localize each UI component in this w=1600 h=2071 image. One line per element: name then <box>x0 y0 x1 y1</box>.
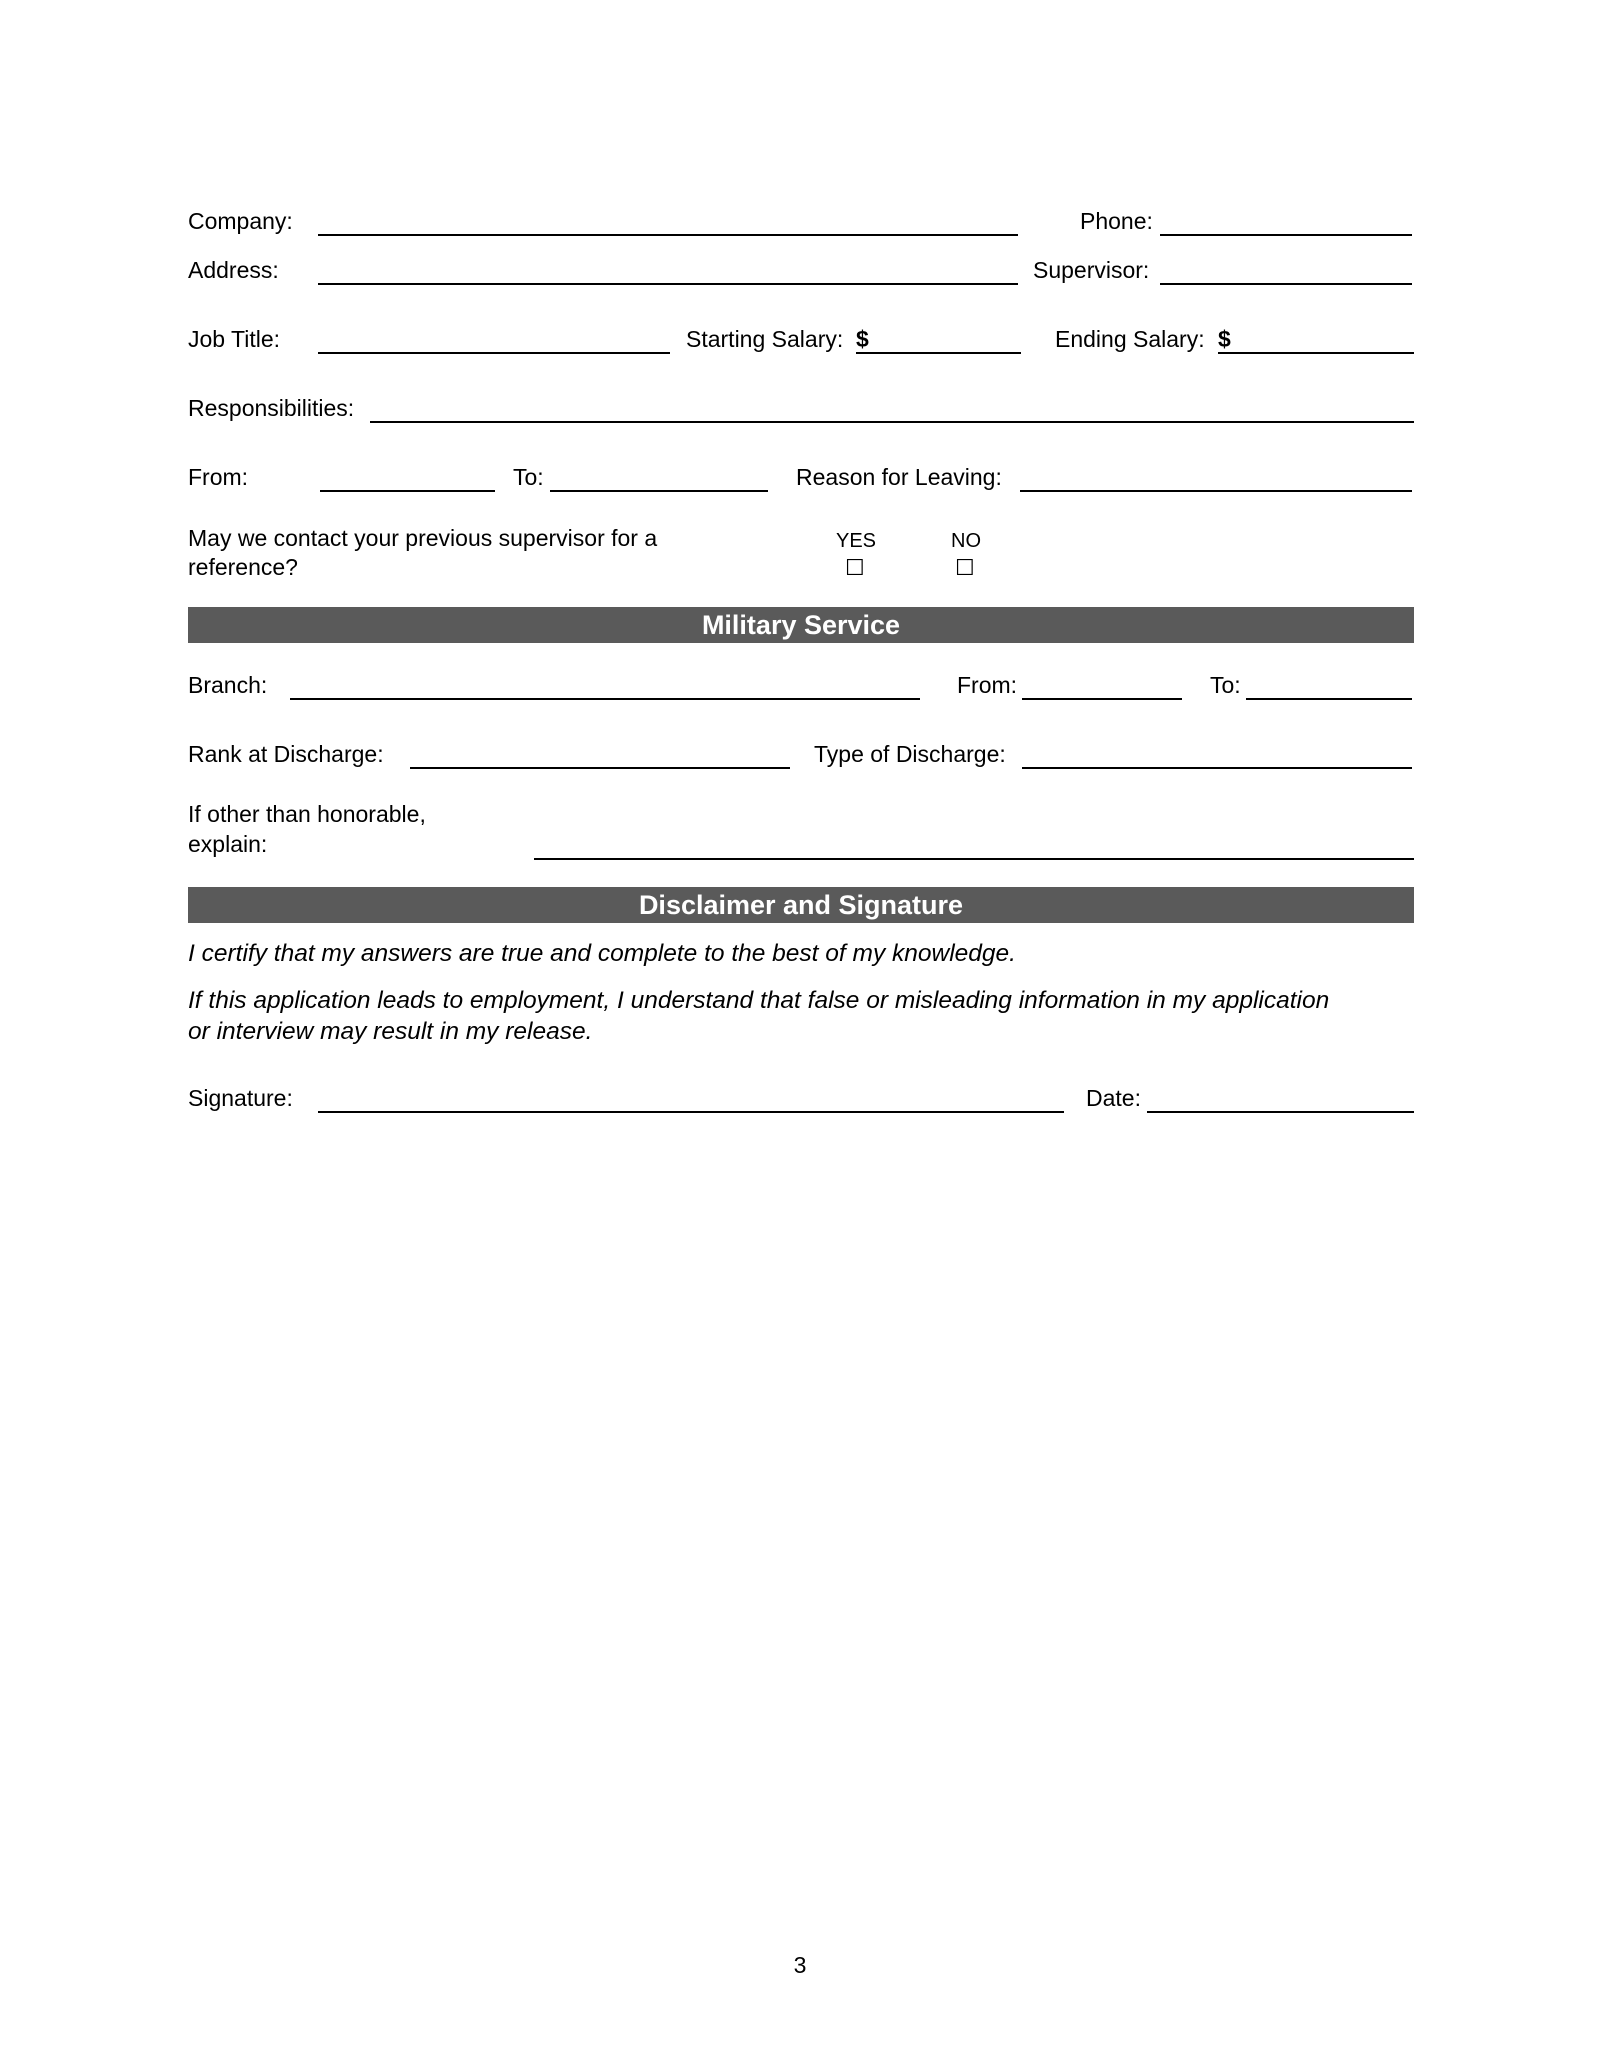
reason-for-leaving-label: Reason for Leaving: <box>796 464 1002 490</box>
yes-checkbox[interactable]: ☐ <box>845 555 865 580</box>
starting-salary-dollar: $ <box>856 326 869 352</box>
branch-field[interactable] <box>290 698 920 700</box>
disclaimer-heading: Disclaimer and Signature <box>188 887 1414 923</box>
starting-salary-field[interactable] <box>856 352 1021 354</box>
explain-field[interactable] <box>534 858 1414 860</box>
address-field[interactable] <box>318 283 1018 285</box>
certify-statement: I certify that my answers are true and complete to the best of my knowledge. <box>188 940 1016 967</box>
employment-from-label: From: <box>188 464 249 490</box>
signature-label: Signature: <box>188 1085 293 1111</box>
explain-label-line2: explain: <box>188 831 268 857</box>
release-statement-line2: or interview may result in my release. <box>188 1018 593 1045</box>
company-label: Company: <box>188 208 293 234</box>
rank-field[interactable] <box>410 767 790 769</box>
reason-for-leaving-field[interactable] <box>1020 490 1412 492</box>
supervisor-label: Supervisor: <box>1033 257 1150 283</box>
military-from-label: From: <box>957 672 1018 698</box>
discharge-type-field[interactable] <box>1022 767 1412 769</box>
signature-field[interactable] <box>318 1111 1064 1113</box>
date-field[interactable] <box>1147 1111 1414 1113</box>
address-label: Address: <box>188 257 279 283</box>
release-statement-line1: If this application leads to employment, I understand that false or misleading information in my application <box>188 987 1330 1014</box>
branch-label: Branch: <box>188 672 268 698</box>
ending-salary-field[interactable] <box>1218 352 1414 354</box>
responsibilities-field[interactable] <box>370 421 1414 423</box>
responsibilities-label: Responsibilities: <box>188 395 355 421</box>
date-label: Date: <box>1086 1085 1141 1111</box>
no-checkbox[interactable]: ☐ <box>955 555 975 580</box>
job-title-field[interactable] <box>318 352 670 354</box>
ending-salary-label: Ending Salary: <box>1055 326 1205 352</box>
ending-salary-dollar: $ <box>1218 326 1231 352</box>
military-service-heading: Military Service <box>188 607 1414 643</box>
discharge-type-label: Type of Discharge: <box>814 741 1006 767</box>
page-number: 3 <box>793 1952 807 1978</box>
contact-question-line2: reference? <box>188 554 298 580</box>
supervisor-field[interactable] <box>1160 283 1412 285</box>
employment-from-field[interactable] <box>320 490 495 492</box>
job-title-label: Job Title: <box>188 326 281 352</box>
no-label: NO <box>951 530 981 552</box>
employment-to-label: To: <box>513 464 544 490</box>
rank-label: Rank at Discharge: <box>188 741 384 767</box>
military-to-label: To: <box>1210 672 1241 698</box>
military-from-field[interactable] <box>1022 698 1182 700</box>
employment-to-field[interactable] <box>550 490 768 492</box>
phone-label: Phone: <box>1080 208 1153 234</box>
phone-field[interactable] <box>1160 234 1412 236</box>
explain-label-line1: If other than honorable, <box>188 801 426 827</box>
military-to-field[interactable] <box>1246 698 1412 700</box>
contact-question-line1: May we contact your previous supervisor for a <box>188 525 658 551</box>
starting-salary-label: Starting Salary: <box>686 326 844 352</box>
yes-label: YES <box>835 530 877 552</box>
company-field[interactable] <box>318 234 1018 236</box>
